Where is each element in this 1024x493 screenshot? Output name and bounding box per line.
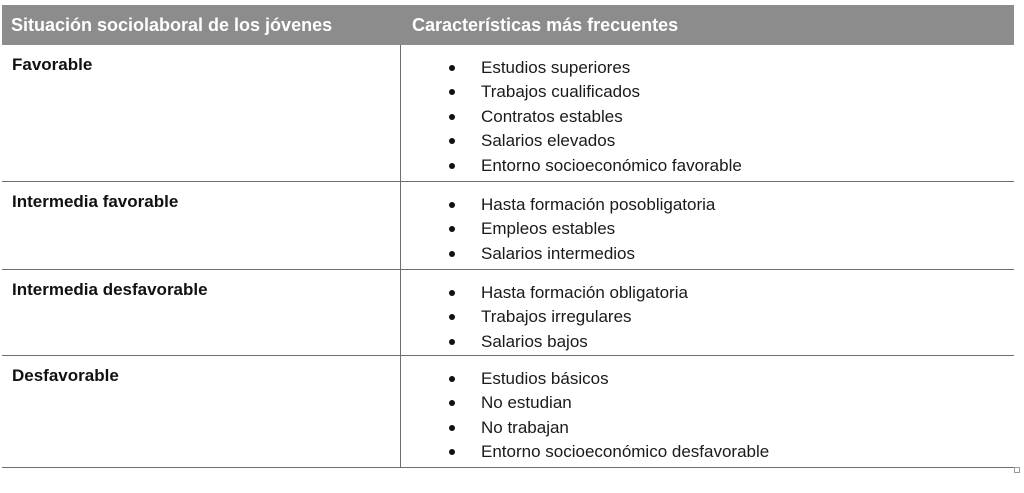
list-item-text: Entorno socioeconómico favorable	[481, 155, 742, 175]
bullet-icon	[449, 138, 455, 144]
list-item-text: Estudios superiores	[481, 58, 631, 77]
table-row	[2, 270, 1014, 356]
bullet-icon	[449, 290, 455, 296]
list-item-text: Hasta formación obligatoria	[481, 283, 688, 302]
bullet-icon	[449, 376, 455, 382]
list-item-text: Trabajos irregulares	[481, 307, 632, 327]
situation-label: Intermedia desfavorable	[2, 270, 401, 355]
list-item-text: Hasta formación posobligatoria	[481, 195, 716, 214]
list-item	[401, 242, 1014, 266]
list-item-text: Salarios intermedios	[481, 243, 636, 263]
bullet-icon	[449, 400, 455, 406]
list-item-text: Estudios básicos	[481, 369, 609, 388]
bullet-icon	[449, 114, 455, 120]
characteristics-cell	[401, 356, 1014, 467]
characteristics-list	[401, 193, 1014, 266]
bullet-icon	[449, 163, 455, 169]
list-item	[401, 154, 1014, 178]
characteristics-cell	[401, 45, 1014, 181]
list-item-text: Salarios bajos	[481, 331, 588, 351]
list-item	[401, 56, 1014, 80]
bullet-icon	[449, 425, 455, 431]
characteristics-list	[401, 281, 1014, 354]
list-item	[401, 440, 1014, 464]
situation-label: Intermedia favorable	[2, 182, 401, 269]
characteristics-list	[401, 56, 1014, 178]
bullet-icon	[449, 226, 455, 232]
list-item-text: Contratos estables	[481, 106, 623, 126]
list-item	[401, 80, 1014, 104]
situation-label: Desfavorable	[2, 356, 401, 467]
characteristics-cell	[401, 270, 1014, 355]
bullet-icon	[449, 202, 455, 208]
characteristics-cell	[401, 182, 1014, 269]
bullet-icon	[449, 251, 455, 257]
situation-label: Favorable	[2, 45, 401, 181]
list-item	[401, 330, 1014, 354]
bullet-icon	[449, 449, 455, 455]
bullet-icon	[449, 339, 455, 345]
table-header-row	[2, 5, 1014, 45]
table-row	[2, 182, 1014, 270]
table-end-marker	[1014, 467, 1020, 473]
bullet-icon	[449, 89, 455, 95]
characteristics-list	[401, 367, 1014, 465]
list-item	[401, 416, 1014, 440]
list-item	[401, 217, 1014, 241]
list-item	[401, 305, 1014, 329]
header-characteristics: Características más frecuentes	[412, 14, 679, 35]
list-item-text: Empleos estables	[481, 219, 616, 239]
header-situation: Situación sociolaboral de los jóvenes	[11, 14, 333, 35]
list-item	[401, 129, 1014, 153]
list-item	[401, 391, 1014, 415]
list-item	[401, 193, 1014, 217]
table-row	[2, 356, 1014, 468]
bullet-icon	[449, 65, 455, 71]
list-item	[401, 281, 1014, 305]
situation-table	[2, 5, 1014, 468]
table-row	[2, 45, 1014, 182]
list-item-text: No estudian	[481, 393, 572, 413]
list-item-text: No trabajan	[481, 417, 569, 437]
list-item-text: Salarios elevados	[481, 131, 616, 151]
list-item-text: Trabajos cualificados	[481, 82, 641, 102]
list-item-text: Entorno socioeconómico desfavorable	[481, 442, 770, 462]
list-item	[401, 105, 1014, 129]
bullet-icon	[449, 314, 455, 320]
list-item	[401, 367, 1014, 391]
